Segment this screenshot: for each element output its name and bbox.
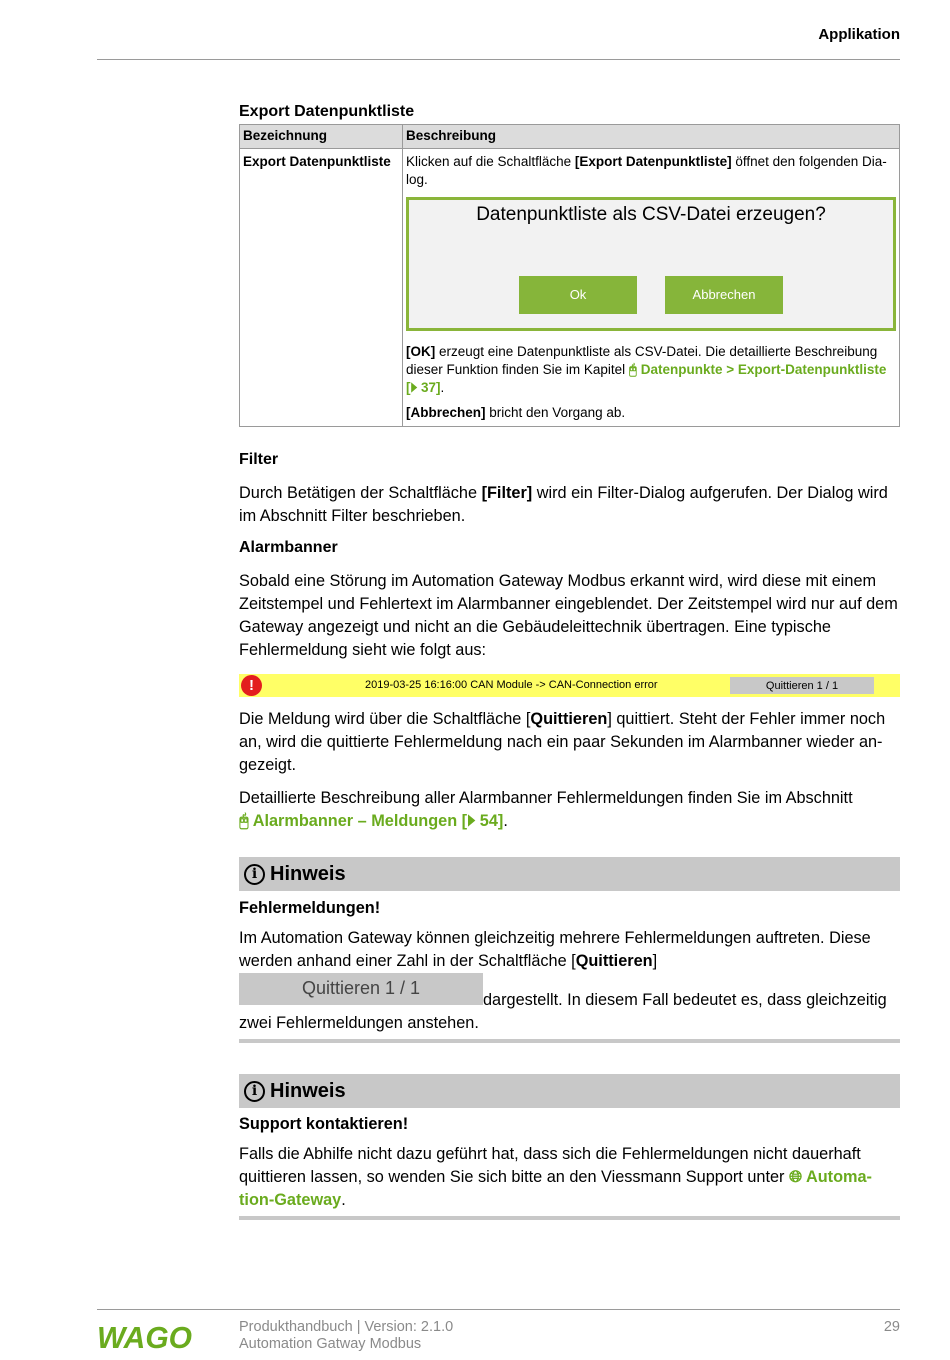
- footer-divider: [97, 1309, 900, 1310]
- row-name: Export Datenpunktliste: [240, 149, 403, 427]
- svg-text:WAGO: WAGO: [97, 1321, 192, 1353]
- dialog-title: Datenpunktliste als CSV-Datei erzeugen?: [476, 204, 826, 225]
- alarm-error-icon: !: [241, 675, 262, 696]
- row-description: [403, 149, 900, 427]
- globe-icon: 🌐︎: [789, 1168, 806, 1186]
- row-intro: Klicken auf die Schaltfläche [Export Datenpunktliste] öffnet den folgenden Dia-log.: [406, 154, 887, 187]
- support-link[interactable]: Automa-tion-Gateway: [239, 1168, 872, 1209]
- footer-info: [239, 1319, 453, 1353]
- hint-box-1-footer-rule: [239, 1039, 900, 1043]
- alarm-paragraph-2: Die Meldung wird über die Schaltfläche [Quittieren] quittiert. Steht der Fehler immer noch an, wird die quittierte Fehlermeldung nach ein paar Sekunden im Alarmbanner wieder an-gezeigt.: [239, 710, 886, 774]
- hint-title: Hinweis: [270, 1079, 346, 1102]
- alarm-banner-screenshot: [239, 674, 900, 697]
- alarm-paragraph-3: Detaillierte Beschreibung aller Alarmbanner Fehlermeldungen finden Sie im Abschnitt 🖰 Alarmbanner – Meldungen [⏵ 54].: [239, 789, 853, 830]
- page-arrow-icon: ⏵: [467, 812, 476, 830]
- export-table: [239, 124, 900, 427]
- table-header-description: Beschreibung: [403, 125, 900, 149]
- alarm-messages-link[interactable]: Alarmbanner – Meldungen [⏵ 54]: [252, 812, 504, 830]
- header-divider: [97, 59, 900, 60]
- hint-box-2-header: [239, 1074, 900, 1108]
- hint-box-2-footer-rule: [239, 1216, 900, 1220]
- dialog-cancel-button: Abbrechen: [665, 276, 783, 314]
- hint-1-paragraph-cont: dargestellt. In diesem Fall bedeutet es, dass gleichzeitig: [483, 991, 887, 1009]
- alarm-paragraph-1: Sobald eine Störung im Automation Gateway Modbus erkannt wird, wird diese mit einem Zeitstempel und Fehlertext im Alarmbanner eingeblendet. Der Zeitstempel wird nur auf dem Gateway angezeigt und nicht an die Gebäudeleittechnik übertragen. Eine typische Fehlermeldung sieht wie folgt aus:: [239, 572, 898, 659]
- filter-paragraph: Durch Betätigen der Schaltfläche [Filter] wird ein Filter-Dialog aufgerufen. Der Dialog wird im Abschnitt Filter beschrieben.: [239, 484, 888, 525]
- hint-2-paragraph: Falls die Abhilfe nicht dazu geführt hat, dass sich die Fehlermeldungen nicht dauerhaft quittieren lassen, so wenden Sie sich bitte an den Viessmann Support unter 🌐︎ Automa-tion-Gateway.: [239, 1145, 872, 1209]
- alarm-text: 2019-03-25 16:16:00 CAN Module -> CAN-Connection error: [365, 679, 658, 691]
- ok-description: [OK] erzeugt eine Datenpunktliste als CSV-Datei. Die detaillierte Beschreibung dieser Funktion finden Sie im Kapitel 🖰 Datenpunkte > Export-Datenpunktliste [⏵ 37].: [406, 344, 887, 395]
- csv-dialog-screenshot: [406, 197, 896, 331]
- quittieren-button-screenshot: Quittieren 1 / 1: [239, 973, 483, 1005]
- hint-1-paragraph: Im Automation Gateway können gleichzeitig mehrere Fehlermeldungen auftreten. Diese werden anhand einer Zahl in der Schaltfläche [Quittieren]: [239, 929, 871, 970]
- table-row: [240, 149, 900, 427]
- alarm-heading: Alarmbanner: [239, 539, 338, 556]
- table-header-name: Bezeichnung: [240, 125, 403, 149]
- cancel-description: [Abbrechen] bricht den Vorgang ab.: [406, 405, 626, 420]
- hint-1-paragraph-end: zwei Fehlermeldungen anstehen.: [239, 1014, 479, 1032]
- page-number: 29: [883, 1319, 900, 1335]
- alarm-acknowledge-button: Quittieren 1 / 1: [730, 677, 874, 694]
- export-heading: Export Datenpunktliste: [239, 103, 415, 120]
- hint-1-subtitle: Fehlermeldungen!: [239, 899, 381, 917]
- hint-title: Hinweis: [270, 862, 346, 885]
- wago-logo: [97, 1321, 193, 1353]
- hint-2-subtitle: Support kontaktieren!: [239, 1115, 409, 1133]
- filter-heading: Filter: [239, 451, 279, 468]
- info-icon: i: [244, 864, 265, 885]
- footer-line-1: Produkthandbuch | Version: 2.1.0: [239, 1319, 454, 1335]
- footer-line-2: Automation Gatway Modbus: [239, 1336, 422, 1352]
- chapter-link[interactable]: Datenpunkte > Export-Datenpunktliste [⏵ 37]: [406, 362, 887, 395]
- header-section-title: Applikation: [818, 26, 900, 43]
- info-icon: i: [244, 1081, 265, 1102]
- link-icon: 🖰: [239, 812, 253, 830]
- hint-box-1-header: [239, 857, 900, 891]
- dialog-ok-button: Ok: [519, 276, 637, 314]
- link-icon: 🖰: [628, 362, 641, 377]
- page-arrow-icon: ⏵: [410, 380, 418, 395]
